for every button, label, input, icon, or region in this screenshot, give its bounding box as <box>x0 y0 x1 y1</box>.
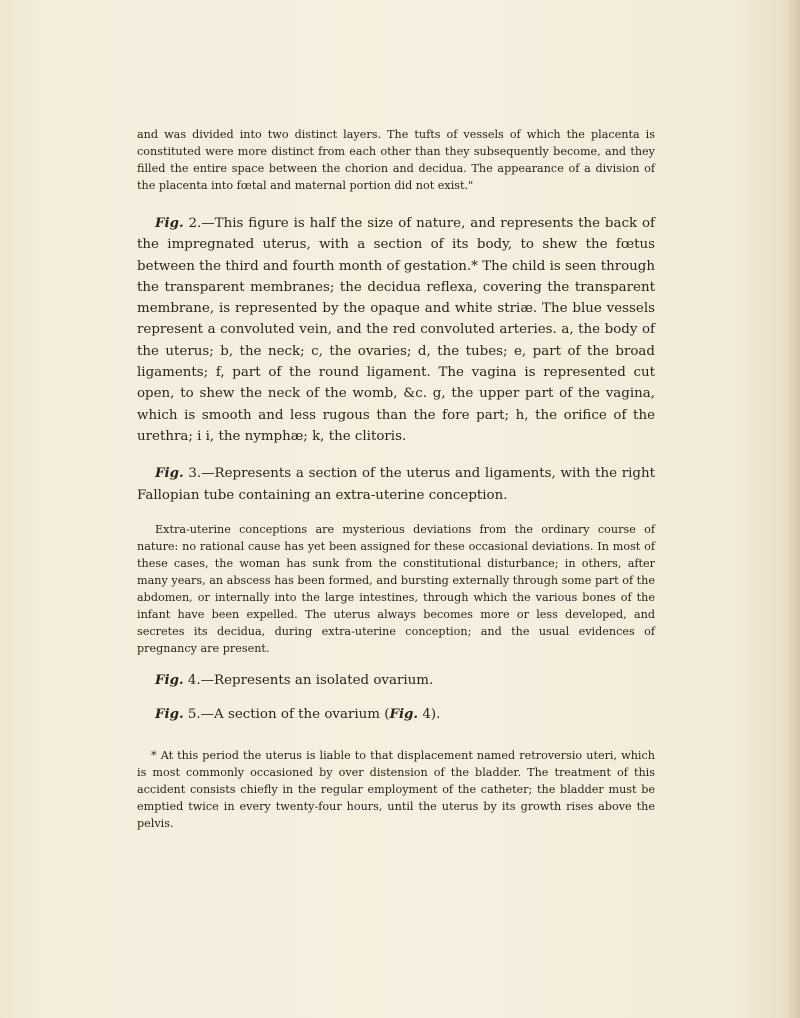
figure-5-label: Fig. <box>155 706 184 723</box>
figure-5-reference: Fig. <box>389 706 419 723</box>
paragraph-extra-uterine: Extra-uterine conceptions are mysterious deviations from the ordinary course of nature: no rational cause has yet been assigned for these occasional deviations. In most of these cases, the woman has sunk from the constitutional disturbance; in others, after many years, an abscess has been formed, and bursting externally through some part of the abdomen, or internally into the large intestines, through which the various bones of the infant have been expelled. The uterus always becomes more or less developed, and secretes its decidua, during extra-uterine conception; and the usual evidences of pregnancy are present. <box>137 522 655 655</box>
figure-2-text: 2.—This figure is half the size of nature, and represents the back of the impregnated uterus, with a section of its body, to shew the fœtus between the third and fourth month of gestation.* The child is seen through the transparent membranes; the decidua reflexa, covering the transparent membrane, is represented by the opaque and white striæ. The blue vessels represent a convoluted vein, and the red convoluted arteries. a, the body of the uterus; b, the neck; c, the ovaries; d, the tubes; e, part of the broad ligaments; f, part of the round ligament. The vagina is represented cut open, to shew the neck of the womb, &c. g, the upper part of the vagina, which is smooth and less rugous than the fore part; h, the orifice of the urethra; i i, the nymphæ; k, the clitoris. <box>137 216 655 444</box>
figure-3-caption <box>137 463 655 506</box>
figure-4-text: 4.—Represents an isolated ovarium. <box>183 672 434 688</box>
figure-2-label: Fig. <box>155 215 184 231</box>
figure-5-caption <box>137 704 655 725</box>
figure-4-label: Fig. <box>155 671 184 688</box>
page-text-block <box>137 126 655 832</box>
footnote: * At this period the uterus is liable to that displacement named retroversio uteri, which is most commonly occasioned by over distension of the bladder. The treatment of this accident consists chiefly in the regular employment of the catheter; the bladder must be emptied twice in every twenty-four hours, until the uterus by its growth rises above the pelvis. <box>137 749 655 831</box>
figure-3-label: Fig. <box>155 465 184 482</box>
figure-3-text: 3.—Represents a section of the uterus and ligaments, with the right Fallopian tube containing an extra-uterine conception. <box>137 466 655 503</box>
figure-5-text-before: 5.—A section of the ovarium ( <box>183 707 390 723</box>
figure-2-caption <box>137 213 655 447</box>
page-edge-shadow <box>786 0 800 1018</box>
paragraph-continuation: and was divided into two distinct layers. The tufts of vessels of which the placenta is constituted were more distinct from each other than they subsequently become, and they filled the entire space between the chorion and decidua. The appearance of a division of the placenta into fœtal and maternal portion did not exist." <box>137 128 655 192</box>
figure-5-text-after: 4). <box>418 707 441 723</box>
figure-4-caption <box>137 670 655 691</box>
